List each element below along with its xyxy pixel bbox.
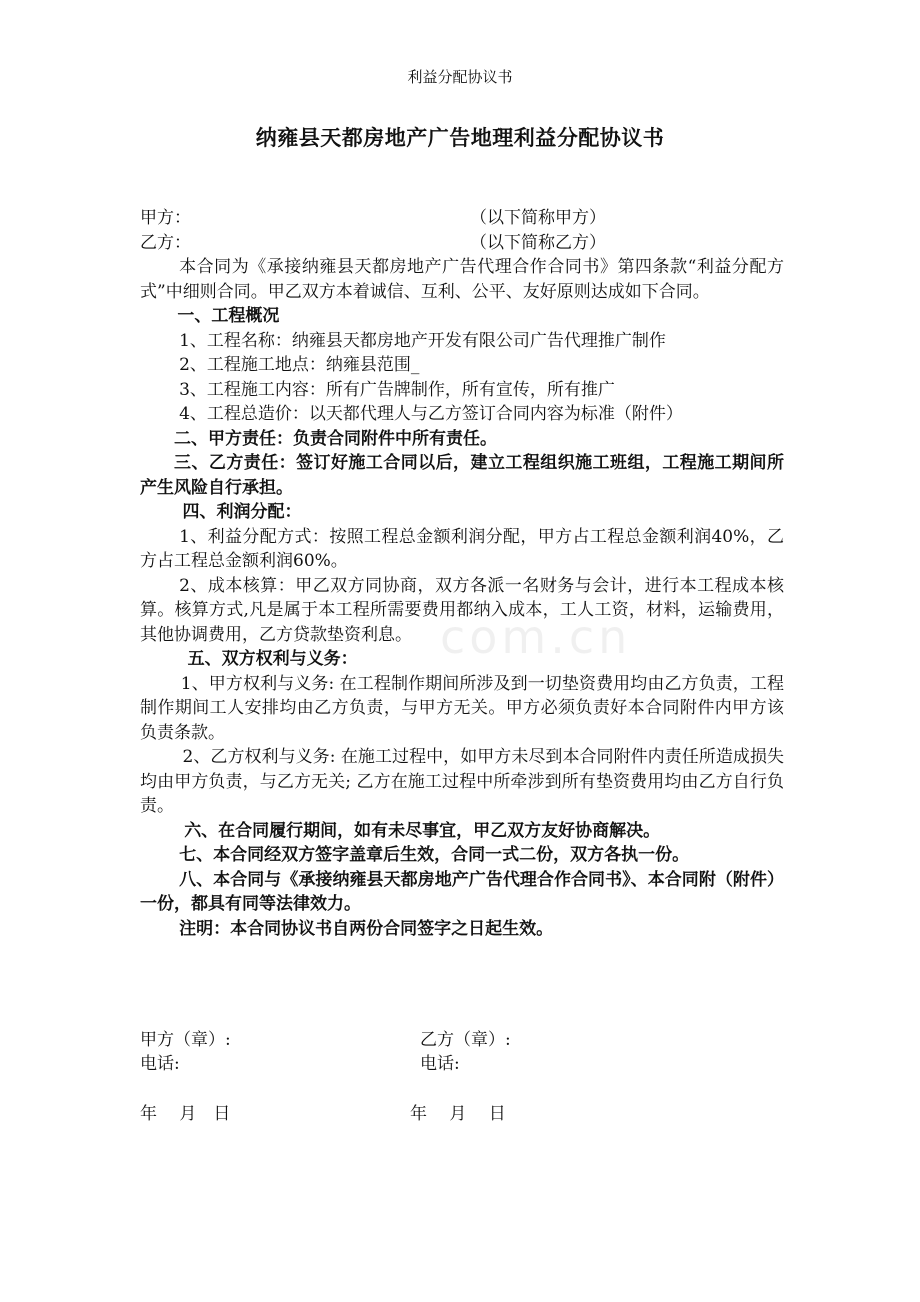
section1-item: 3、工程施工内容：所有广告牌制作，所有宣传，所有推广 [179, 379, 615, 400]
party-b-phone: 电话: [420, 1054, 460, 1074]
running-header: 利益分配协议书 [407, 68, 513, 86]
section4-item2: 2、成本核算：甲乙双方同协商，双方各派一名财务与会计，进行本工程成本核算。核算方式,凡是属于本工程所需要费用都纳入成本，工人工资，材料，运输费用，其他协调费用，乙方贷款垫资利息。 [140, 575, 784, 645]
section5-heading: 五、双方权利与义务： [187, 649, 358, 669]
section4-heading: 四、利润分配： [182, 502, 302, 522]
section3-paragraph: 三、乙方责任：签订好施工合同以后，建立工程组织施工班组，工程施工期间所产生风险自行承担。 [140, 453, 784, 498]
phone-row [140, 1052, 784, 1076]
watermark: com.cn [440, 610, 632, 664]
section5-item2: 2、乙方权利与义务: 在施工过程中，如甲方未尽到本合同附件内责任所造成损失均由甲方负责，与乙方无关; 乙方在施工过程中所牵涉到所有垫资费用均由乙方自行负责。 [140, 747, 784, 816]
contract-body [140, 206, 784, 941]
section4-item1: 1、利益分配方式：按照工程总金额利润分配，甲方占工程总金额利润40%，乙方占工程总金额利润60%。 [140, 526, 784, 571]
section1-item: 4、工程总造价：以天都代理人与乙方签订合同内容为标准（附件） [179, 404, 683, 424]
party-a-phone: 电话: [140, 1054, 180, 1074]
party-a-label: 甲方： [140, 208, 191, 228]
section2-paragraph: 二、甲方责任：负责合同附件中所有责任。 [174, 428, 497, 449]
party-a-seal: 甲方（章）: [140, 1030, 231, 1050]
party-a-date: 年 月 日 [140, 1104, 231, 1124]
section7-paragraph: 七、本合同经双方签字盖章后生效，合同一式二份，双方各执一份。 [179, 845, 690, 865]
party-b-label: 乙方： [140, 232, 191, 253]
intro-paragraph: 本合同为《承接纳雍县天都房地产广告代理合作合同书》第四条款“利益分配方式”中细则合同。甲乙双方本着诚信、互利、公平、友好原则达成如下合同。 [140, 257, 784, 302]
party-b-date: 年 月 日 [410, 1104, 506, 1124]
section1-item: 2、工程施工地点：纳雍县范围_ [179, 355, 420, 375]
section1-heading: 一、工程概况 [177, 306, 280, 326]
signature-block [140, 1028, 784, 1126]
party-b-seal: 乙方（章）: [420, 1030, 511, 1050]
party-b-note: （以下简称乙方） [470, 232, 606, 253]
section8-paragraph: 八、本合同与《承接纳雍县天都房地产广告代理合作合同书》、本合同附（附件）一份，都具有同等法律效力。 [140, 869, 784, 914]
seal-row [140, 1028, 784, 1052]
party-a-line [140, 206, 784, 231]
section6-paragraph: 六、在合同履行期间，如有未尽事宜，甲乙双方友好协商解决。 [184, 820, 661, 841]
section5-item1: 1、甲方权利与义务: 在工程制作期间所涉及到一切垫资费用均由乙方负责，工程制作期间工人安排均由乙方负责，与甲方无关。甲方必须负责好本合同附件内甲方该负责条款。 [140, 673, 784, 743]
document-title: 纳雍县天都房地产广告地理利益分配协议书 [255, 125, 665, 150]
note-paragraph: 注明：本合同协议书自两份合同签字之日起生效。 [179, 918, 554, 939]
party-b-line [140, 231, 784, 256]
party-a-note: （以下简称甲方） [470, 208, 606, 228]
section1-item: 1、工程名称：纳雍县天都房地产开发有限公司广告代理推广制作 [179, 330, 666, 351]
date-row [140, 1102, 784, 1126]
